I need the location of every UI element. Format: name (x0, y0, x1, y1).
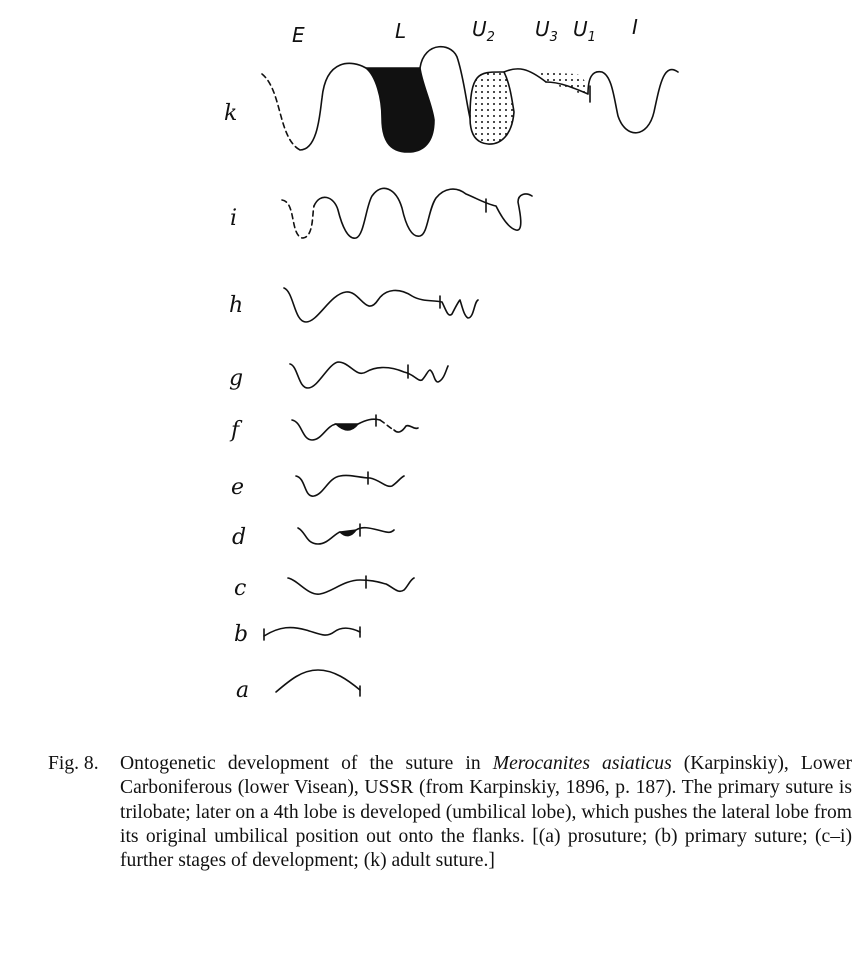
row-label-i: i (230, 206, 238, 231)
lobe-label-u1: $U_1$ (573, 17, 596, 45)
suture-h (284, 288, 478, 322)
suture-k (262, 47, 678, 152)
suture-d (298, 524, 394, 544)
suture-g (290, 362, 448, 388)
suture-c (288, 576, 414, 594)
row-label-k: k (224, 101, 238, 126)
species-name: Merocanites asiaticus (492, 753, 672, 774)
lobe-label-u2: $U_2$ (472, 17, 495, 45)
row-label-e: e (231, 475, 245, 500)
suture-f (292, 415, 418, 440)
suture-e (296, 472, 404, 496)
row-label-c: c (234, 576, 247, 601)
row-label-b: b (234, 622, 249, 647)
suture-b (264, 627, 360, 640)
figure-number: Fig. 8. (48, 753, 99, 774)
row-label-g: g (229, 366, 244, 391)
lobe-label-u3: $U_3$ (535, 17, 558, 45)
figure-caption (48, 752, 852, 873)
lobe-label-l: L (395, 19, 407, 43)
row-label-f: f (231, 418, 240, 443)
lobe-label-e: E (292, 23, 305, 47)
suture-i (282, 188, 532, 238)
row-label-h: h (229, 293, 244, 318)
suture-a (276, 670, 360, 696)
caption-text: Ontogenetic development of the suture in Merocanites asiaticus (Karpinskiy), Lower Carboniferous (lower Visean), USSR (from Karpinskiy, 1896, p. 187). The primary suture is trilobate; later on a 4th lobe is developed (umbilical lobe), which pushes the lateral lobe from its original umbilical position out onto the flanks. [(a) prosuture; (b) primary suture; (c–i) further stages of development; (k) adult suture.] (120, 753, 852, 872)
lobe-label-i: I (632, 15, 638, 39)
row-label-a: a (236, 678, 250, 703)
row-label-d: d (232, 525, 247, 550)
